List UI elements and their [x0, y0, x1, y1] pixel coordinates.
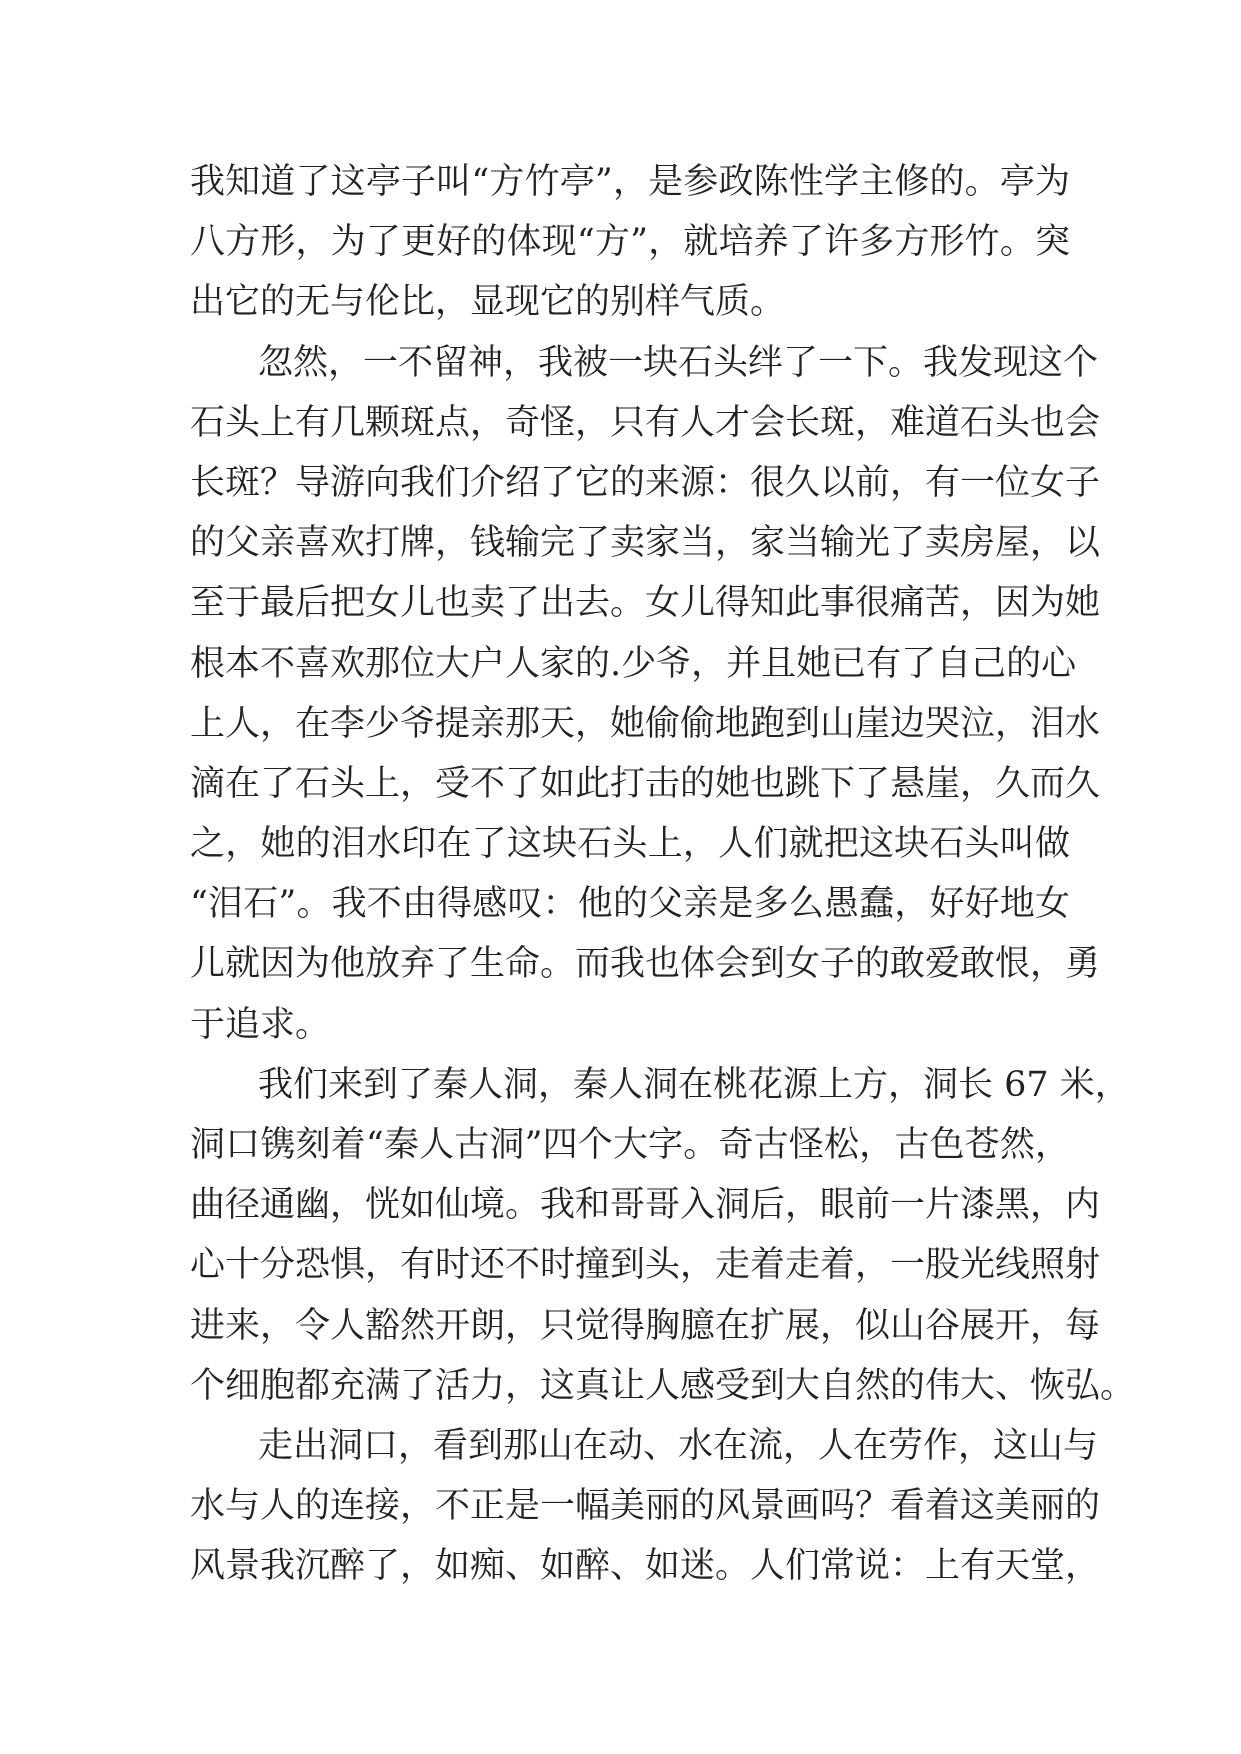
text-line: 个细胞都充满了活力，这真让人感受到大自然的伟大、恢弘。 — [190, 1365, 1136, 1406]
text-line: 石头上有几颗斑点，奇怪，只有人才会长斑，难道石头也会 — [190, 402, 1101, 443]
text-line: 我知道了这亭子叫“方竹亭”，是参政陈性学主修的。亭为 — [190, 162, 1070, 202]
text-line: 滴在了石头上，受不了如此打击的她也跳下了悬崖，久而久 — [190, 763, 1101, 804]
text-line: 洞口镌刻着“秦人古洞”四个大字。奇古怪松，古色苍然， — [190, 1125, 1070, 1165]
text-line: 至于最后把女儿也卖了出去。女儿得知此事很痛苦，因为她 — [190, 583, 1101, 624]
text-line: 长斑？导游向我们介绍了它的来源：很久以前，有一位女子 — [190, 462, 1101, 503]
paragraph-first-line: 我们来到了秦人洞，秦人洞在桃花源上方，洞长 67 米， — [258, 1064, 1130, 1105]
paragraph-first-line: 走出洞口，看到那山在动、水在流，人在劳作，这山与 — [258, 1425, 1099, 1466]
text-line: 出它的无与伦比，显现它的别样气质。 — [190, 282, 786, 323]
text-line: 的父亲喜欢打牌，钱输完了卖家当，家当输光了卖房屋，以 — [190, 523, 1101, 564]
text-line: 之，她的泪水印在了这块石头上，人们就把这块石头叫做 — [190, 824, 1070, 865]
text-line: 心十分恐惧，有时还不时撞到头，走着走着，一股光线照射 — [190, 1245, 1101, 1286]
text-line: 根本不喜欢那位大户人家的.少爷，并且她已有了自己的心 — [190, 643, 1077, 684]
text-line: “泪石”。我不由得感叹：他的父亲是多么愚蠢，好好地女 — [190, 884, 1070, 925]
text-line: 八方形，为了更好的体现“方”，就培养了许多方形竹。突 — [190, 222, 1070, 263]
text-line: 曲径通幽，恍如仙境。我和哥哥入洞后，眼前一片漆黑，内 — [190, 1185, 1101, 1226]
text-line: 进来，令人豁然开朗，只觉得胸臆在扩展，似山谷展开，每 — [190, 1305, 1101, 1346]
text-line: 上人，在李少爷提亲那天，她偷偷地跑到山崖边哭泣，泪水 — [190, 703, 1101, 744]
text-line: 风景我沉醉了，如痴、如醉、如迷。人们常说：上有天堂， — [190, 1546, 1101, 1587]
article-body — [190, 152, 1136, 1597]
text-line: 水与人的连接，不正是一幅美丽的风景画吗？看着这美丽的 — [190, 1486, 1101, 1527]
paragraph-first-line: 忽然，一不留神，我被一块石头绊了一下。我发现这个 — [258, 342, 1099, 383]
text-line: 儿就因为他放弃了生命。而我也体会到女子的敢爱敢恨，勇 — [190, 944, 1101, 985]
text-line: 于追求。 — [190, 1004, 331, 1045]
